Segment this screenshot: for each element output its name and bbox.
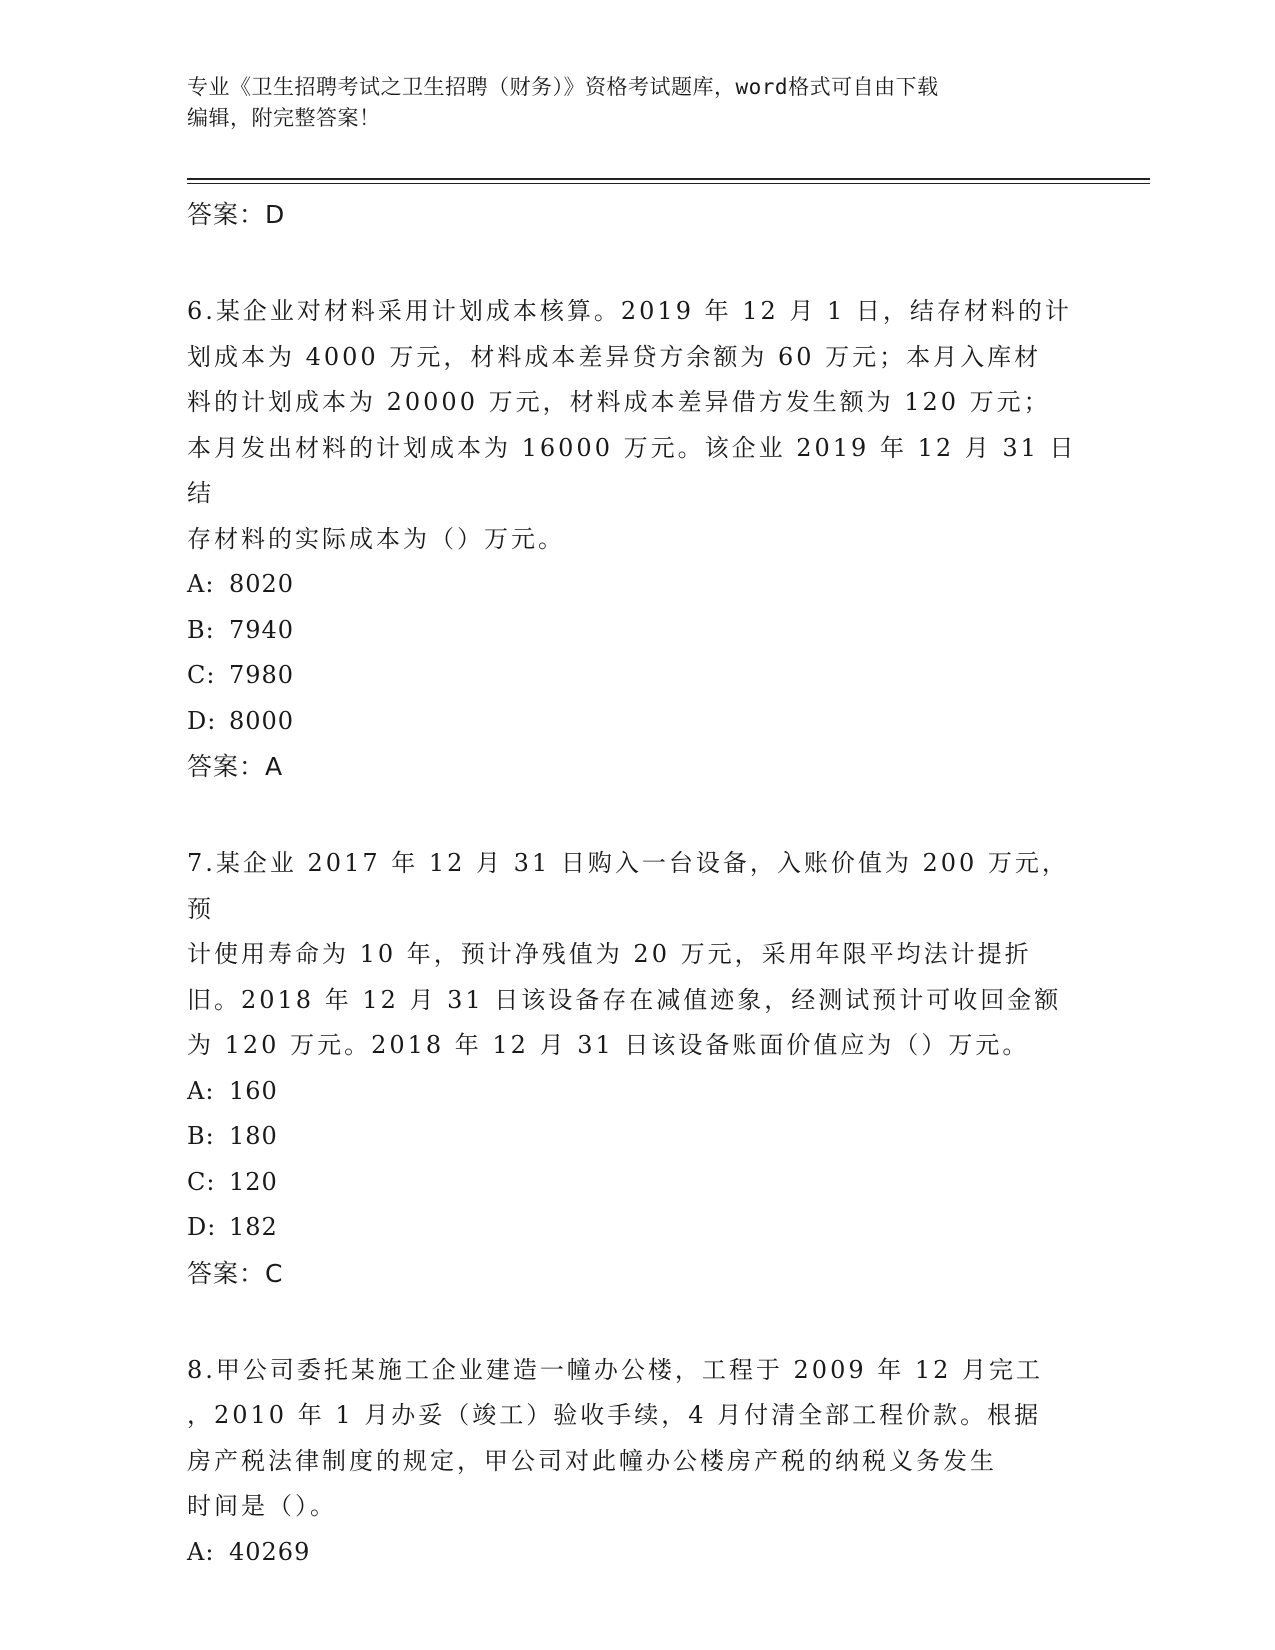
option-letter: B: bbox=[187, 615, 215, 644]
option-value: 8020 bbox=[229, 570, 295, 598]
stem-line: 划成本为 4000 万元，材料成本差异贷方余额为 60 万元；本月入库材 bbox=[187, 342, 1042, 371]
header-rule-thin bbox=[187, 183, 1150, 184]
option-b bbox=[187, 1114, 1087, 1160]
option-letter: D: bbox=[187, 706, 217, 735]
document-body bbox=[187, 192, 1087, 1575]
header-line-1: 专业《卫生招聘考试之卫生招聘（财务）》资格考试题库，word格式可自由下载 bbox=[187, 75, 939, 99]
option-value: 180 bbox=[229, 1122, 278, 1150]
option-letter: A: bbox=[187, 1537, 215, 1566]
stem-line: 存材料的实际成本为（）万元。 bbox=[187, 524, 565, 553]
option-a bbox=[187, 562, 1087, 608]
answer: 答案：A bbox=[187, 752, 284, 781]
question-6 bbox=[187, 289, 1087, 789]
stem-line: 计使用寿命为 10 年，预计净残值为 20 万元，采用年限平均法计提折 bbox=[187, 940, 1032, 968]
question-8 bbox=[187, 1348, 1087, 1576]
header-line-2: 编辑，附完整答案！ bbox=[187, 106, 381, 130]
option-value: 8000 bbox=[229, 706, 295, 735]
stem-line: ，2010 年 1 月办妥（竣工）验收手续，4 月付清全部工程价款。根据 bbox=[187, 1401, 1042, 1429]
option-value: 160 bbox=[229, 1076, 278, 1105]
option-letter: C: bbox=[187, 661, 216, 689]
answer: 答案：C bbox=[187, 1258, 284, 1288]
option-value: 7940 bbox=[229, 615, 295, 644]
option-letter: D: bbox=[187, 1213, 217, 1241]
stem-line: 8.甲公司委托某施工企业建造一幢办公楼，工程于 2009 年 12 月完工 bbox=[187, 1355, 1044, 1384]
stem-line: 本月发出材料的计划成本为 16000 万元。该企业 2019 年 12 月 31 日结 bbox=[187, 433, 1077, 507]
question-stem bbox=[187, 841, 1087, 1069]
option-c bbox=[187, 1160, 1087, 1206]
option-b bbox=[187, 608, 1087, 654]
option-letter: A: bbox=[187, 570, 215, 598]
stem-line: 时间是（）。 bbox=[187, 1492, 337, 1520]
option-letter: A: bbox=[187, 1076, 215, 1105]
document-header bbox=[187, 72, 1087, 134]
question-stem bbox=[187, 289, 1087, 562]
stem-line: 料的计划成本为 20000 万元，材料成本差异借方发生额为 120 万元； bbox=[187, 388, 1051, 416]
option-value: 7980 bbox=[229, 661, 295, 689]
question-stem bbox=[187, 1348, 1087, 1530]
option-value: 40269 bbox=[229, 1537, 311, 1566]
stem-line: 房产税法律制度的规定，甲公司对此幢办公楼房产税的纳税义务发生 bbox=[187, 1446, 997, 1475]
stem-line: 7.某企业 2017 年 12 月 31 日购入一台设备，入账价值为 200 万元，预 bbox=[187, 849, 1069, 923]
option-letter: C: bbox=[187, 1167, 216, 1196]
stem-line: 6.某企业对材料采用计划成本核算。2019 年 12 月 1 日，结存材料的计 bbox=[187, 297, 1072, 325]
option-d bbox=[187, 699, 1087, 745]
option-c bbox=[187, 653, 1087, 699]
option-value: 182 bbox=[229, 1213, 278, 1241]
question-7 bbox=[187, 841, 1087, 1296]
header-rule-thick bbox=[187, 178, 1150, 180]
stem-line: 为 120 万元。2018 年 12 月 31 日该设备账面价值应为（）万元。 bbox=[187, 1031, 1030, 1059]
answer-prev: 答案：D bbox=[187, 200, 286, 229]
option-a bbox=[187, 1069, 1087, 1115]
option-letter: B: bbox=[187, 1122, 215, 1150]
option-a bbox=[187, 1530, 1087, 1576]
option-d bbox=[187, 1205, 1087, 1251]
stem-line: 旧。2018 年 12 月 31 日该设备存在减值迹象，经测试预计可收回金额 bbox=[187, 985, 1062, 1014]
option-value: 120 bbox=[229, 1167, 278, 1196]
